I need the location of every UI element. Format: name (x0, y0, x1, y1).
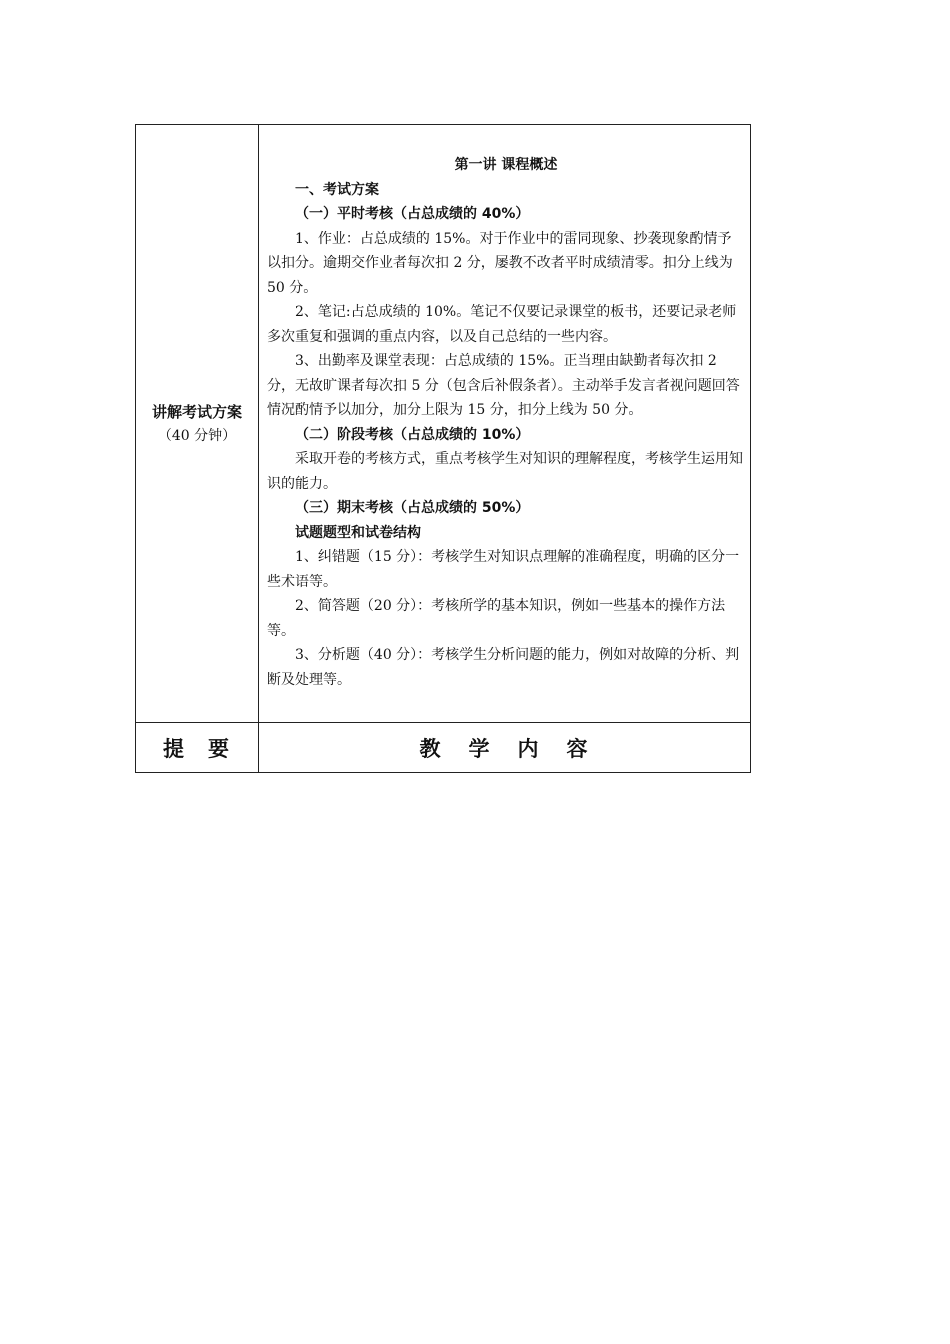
summary-header (136, 723, 259, 773)
part1-heading: （一）平时考核（占总成绩的 40%） (295, 206, 530, 222)
part3-heading: （三）期末考核（占总成绩的 50%） (295, 500, 530, 516)
part1-item-notes: 2、笔记:占总成绩的 10%。笔记不仅要记录课堂的板书，还要记录老师多次重复和强调的重点内容，以及自己总结的一些内容。 (267, 304, 737, 345)
summary-topic: 讲解考试方案 (151, 402, 242, 421)
summary-header-char: 提 (163, 736, 186, 761)
content-header-char: 内 (517, 736, 541, 761)
header-row (136, 723, 751, 773)
content-cell (259, 125, 751, 723)
lesson-row (136, 125, 751, 723)
summary-header-char: 要 (208, 736, 231, 761)
part3-subheading: 试题题型和试卷结构 (295, 524, 421, 541)
content-header (259, 723, 751, 773)
summary-duration: （40 分钟） (157, 427, 237, 444)
part2-text: 采取开卷的考核方式，重点考核学生对知识的理解程度，考核学生运用知识的能力。 (267, 451, 743, 492)
part2-heading: （二）阶段考核（占总成绩的 10%） (295, 426, 530, 443)
content-header-char: 教 (419, 736, 443, 761)
lesson-plan-table (135, 124, 751, 773)
part1-item-attendance: 3、出勤率及课堂表现：占总成绩的 15%。正当理由缺勤者每次扣 2 分，无故旷课者每次扣 5 分（包含后补假条者）。主动举手发言者视问题回答情况酌情予以加分，加分上限为 15 分，扣分上线为 50 分。 (267, 353, 740, 418)
part3-item-analysis: 3、分析题（40 分）：考核学生分析问题的能力，例如对故障的分析、判断及处理等。 (267, 647, 740, 688)
lecture-title: 第一讲 课程概述 (454, 157, 558, 173)
content-header-char: 容 (566, 736, 590, 761)
content-header-char: 学 (468, 736, 492, 761)
part1-item-homework: 1、作业：占总成绩的 15%。对于作业中的雷同现象、抄袭现象酌情予以扣分。逾期交作业者每次扣 2 分，屡教不改者平时成绩清零。扣分上线为 50 分。 (267, 230, 733, 296)
part3-item-correction: 1、纠错题（15 分）：考核学生对知识点理解的准确程度，明确的区分一些术语等。 (267, 549, 740, 590)
section-heading-exam-plan: 一、考试方案 (295, 181, 379, 198)
part3-item-short-answer: 2、简答题（20 分）：考核所学的基本知识，例如一些基本的操作方法等。 (267, 598, 726, 639)
summary-cell (136, 125, 259, 723)
content-body (259, 151, 750, 696)
